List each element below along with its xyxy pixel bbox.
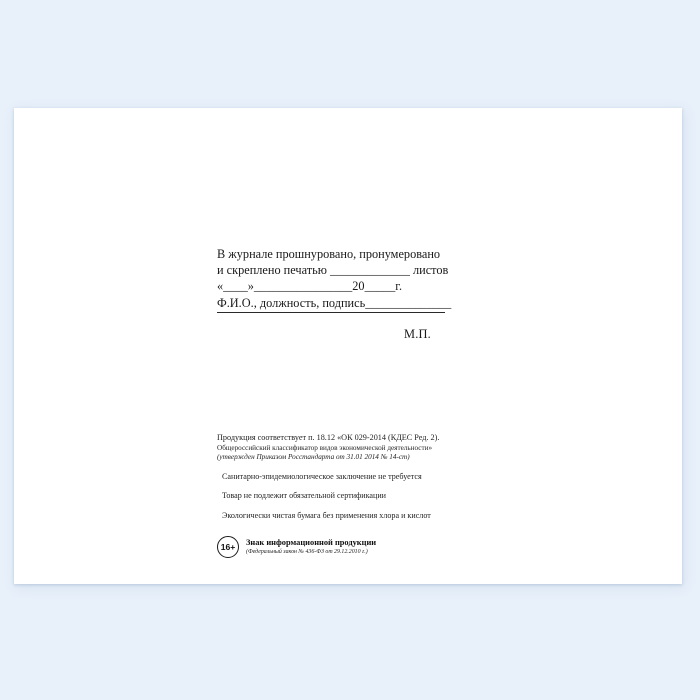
age-rating-icon: 16+ xyxy=(217,536,239,558)
okved-line-2: Общероссийский классификатор видов экономической деятельности» xyxy=(217,443,433,452)
statement-line-1: В журнале прошнуровано, пронумеровано xyxy=(217,247,441,261)
document-page xyxy=(14,108,682,584)
age-mark-texts xyxy=(246,538,376,556)
age-mark-title: Знак информационной продукции xyxy=(246,538,377,547)
page-content xyxy=(14,108,682,584)
okved-line-3: (утвержден Приказом Росстандарта от 31.01 2014 № 14-ст) xyxy=(217,453,410,462)
statement-line-2: и скреплено печатью _____________ листов xyxy=(217,263,449,278)
age-mark-subtitle: (Федеральный закон № 436-ФЗ от 29.12.2010 г.) xyxy=(246,549,368,555)
eco-paper-note: Экологически чистая бумага без применения хлора и кислот xyxy=(222,510,431,520)
sanitary-note: Санитарно-эпидемиологическое заключение не требуется xyxy=(222,471,422,481)
legal-notes-block xyxy=(217,433,517,521)
okved-line-1: Продукция соответствует п. 18.12 «ОК 029-2014 (КДЕС Ред. 2). xyxy=(217,433,440,442)
seal-place-label: М.П. xyxy=(404,327,431,341)
age-mark-row xyxy=(217,536,376,558)
spacer-3 xyxy=(217,502,517,511)
statement-line-4: Ф.И.О., должность, подпись______________ xyxy=(217,295,452,310)
certification-note: Товар не подлежит обязательной сертификации xyxy=(222,491,387,501)
spacer-2 xyxy=(217,482,517,491)
certification-statement-block xyxy=(217,246,537,313)
spacer-1 xyxy=(217,463,517,472)
statement-line-3: «____»________________20_____г. xyxy=(217,279,403,294)
signature-rule xyxy=(217,312,445,313)
